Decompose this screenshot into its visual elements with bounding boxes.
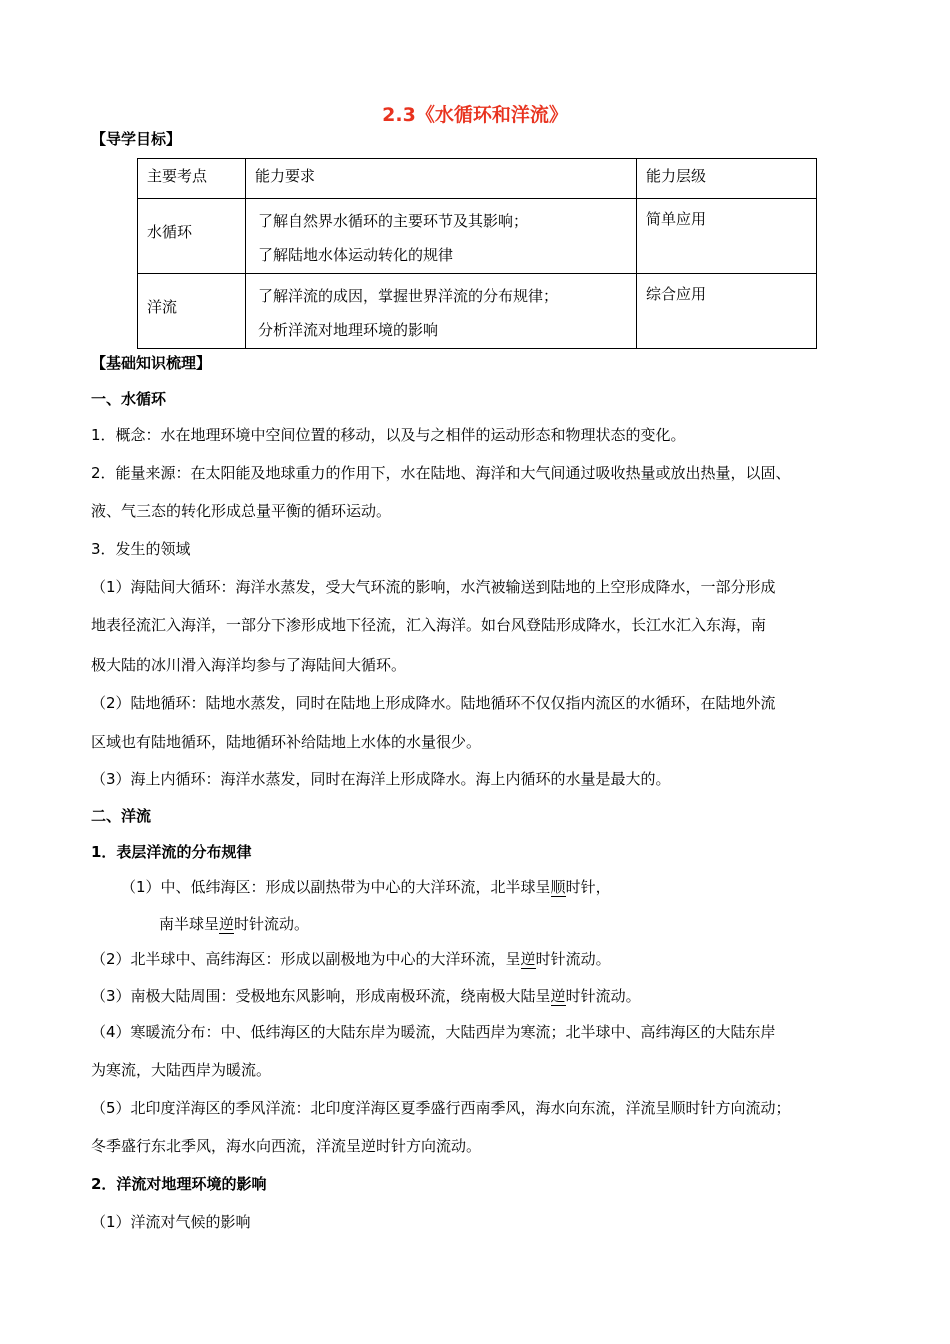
text-run: 时针流动。 — [565, 987, 641, 1005]
requirement-line: 了解洋流的成因，掌握世界洋流的分布规律； — [258, 287, 559, 305]
paragraph — [91, 948, 611, 969]
text-run: 时针， — [565, 878, 611, 896]
goals-heading: 【导学目标】 — [91, 130, 182, 148]
col-header-level: 能力层级 — [646, 167, 707, 185]
requirement-line: 分析洋流对地理环境的影响 — [258, 321, 439, 339]
level-cell: 简单应用 — [646, 210, 707, 228]
goals-table — [137, 158, 817, 349]
basics-heading: 【基础知识梳理】 — [91, 354, 212, 372]
requirement-line: 了解陆地水体运动转化的规律 — [258, 246, 454, 264]
section-heading-ocean-currents: 二、洋流 — [91, 807, 152, 825]
paragraph — [159, 913, 309, 934]
page-title: 2.3《水循环和洋流》 — [382, 104, 568, 126]
text-run: 南半球呈 — [159, 915, 220, 933]
paragraph: 1．概念：水在地理环境中空间位置的移动，以及与之相伴的运动形态和物理状态的变化。 — [91, 426, 686, 444]
paragraph: 为寒流，大陆西岸为暖流。 — [91, 1061, 272, 1079]
paragraph: （5）北印度洋海区的季风洋流：北印度洋海区夏季盛行西南季风，海水向东流，洋流呈顺时针方向流动； — [91, 1099, 791, 1117]
underlined-answer: 逆 — [520, 950, 536, 968]
table-row — [138, 199, 817, 274]
underlined-answer: 顺 — [550, 878, 566, 896]
text-run: （3）南极大陆周围：受极地东风影响，形成南极环流，绕南极大陆呈 — [91, 987, 551, 1005]
paragraph: 冬季盛行东北季风，海水向西流，洋流呈逆时针方向流动。 — [91, 1137, 482, 1155]
paragraph: 地表径流汇入海洋，一部分下渗形成地下径流，汇入海洋。如台风登陆形成降水，长江水汇入东海，南 — [91, 616, 767, 634]
paragraph: 区域也有陆地循环，陆地循环补给陆地上水体的水量很少。 — [91, 733, 482, 751]
paragraph: （1）洋流对气候的影响 — [91, 1213, 251, 1231]
paragraph: 极大陆的冰川滑入海洋均参与了海陆间大循环。 — [91, 656, 407, 674]
paragraph: （1）海陆间大循环：海洋水蒸发，受大气环流的影响，水汽被输送到陆地的上空形成降水，一部分形成 — [91, 578, 776, 596]
paragraph: 3．发生的领域 — [91, 540, 191, 558]
underlined-answer: 逆 — [550, 987, 566, 1005]
level-cell: 综合应用 — [646, 285, 707, 303]
col-header-topic: 主要考点 — [147, 167, 208, 185]
col-header-requirement: 能力要求 — [255, 167, 316, 185]
text-run: （2）北半球中、高纬海区：形成以副极地为中心的大洋环流，呈 — [91, 950, 521, 968]
paragraph: （3）海上内循环：海洋水蒸发，同时在海洋上形成降水。海上内循环的水量是最大的。 — [91, 770, 671, 788]
requirement-line: 了解自然界水循环的主要环节及其影响； — [258, 212, 529, 230]
text-run: 时针流动。 — [535, 950, 611, 968]
paragraph — [91, 985, 641, 1006]
paragraph: （2）陆地循环：陆地水蒸发，同时在陆地上形成降水。陆地循环不仅仅指内流区的水循环，在陆地外流 — [91, 694, 776, 712]
text-run: （1）中、低纬海区：形成以副热带为中心的大洋环流，北半球呈 — [121, 878, 551, 896]
table-row — [138, 274, 817, 349]
paragraph: （4）寒暖流分布：中、低纬海区的大陆东岸为暖流，大陆西岸为寒流；北半球中、高纬海区的大陆东岸 — [91, 1023, 776, 1041]
paragraph: 液、气三态的转化形成总量平衡的循环运动。 — [91, 502, 392, 520]
topic-cell: 水循环 — [147, 223, 193, 241]
subsection-heading: 1．表层洋流的分布规律 — [91, 843, 252, 861]
subsection-heading: 2．洋流对地理环境的影响 — [91, 1175, 267, 1193]
table-header-row — [138, 159, 817, 199]
paragraph: 2．能量来源：在太阳能及地球重力的作用下，水在陆地、海洋和大气间通过吸收热量或放出热量，以固、 — [91, 464, 791, 482]
section-heading-water-cycle: 一、水循环 — [91, 390, 167, 408]
underlined-answer: 逆 — [219, 915, 235, 933]
paragraph — [121, 876, 611, 897]
topic-cell: 洋流 — [147, 298, 178, 316]
text-run: 时针流动。 — [234, 915, 310, 933]
